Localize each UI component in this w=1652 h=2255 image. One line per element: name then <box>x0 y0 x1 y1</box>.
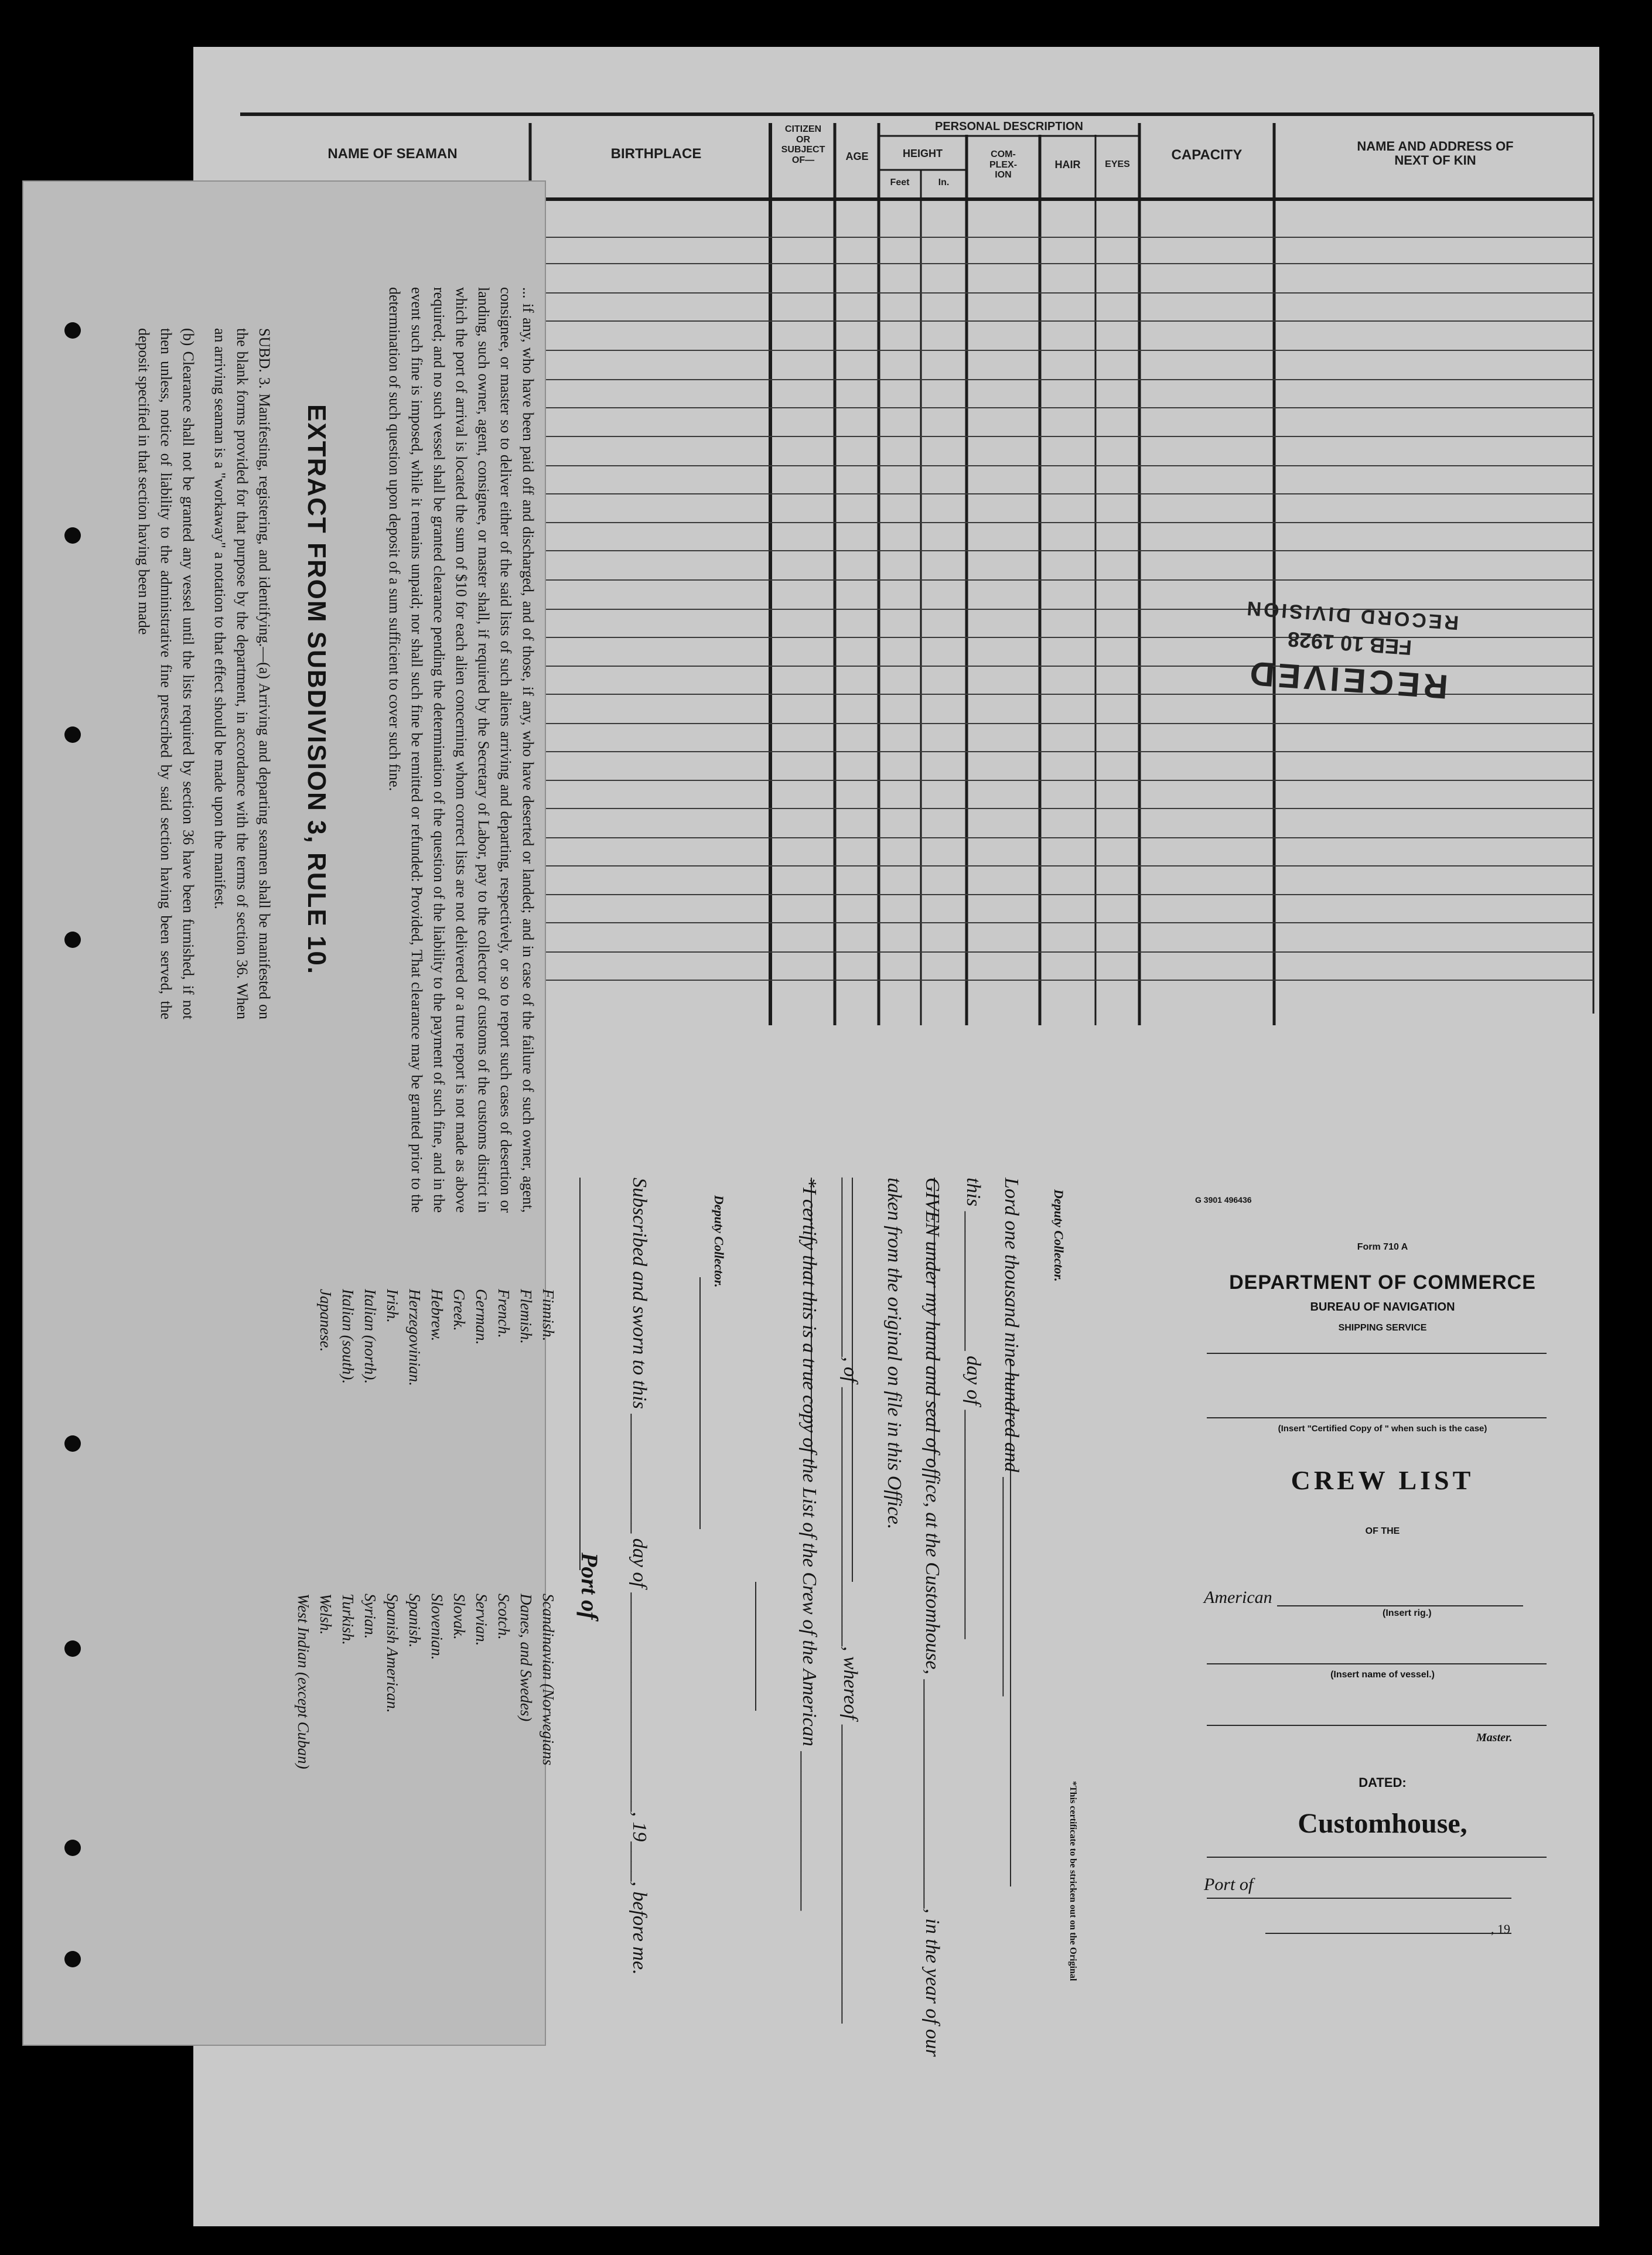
col-height-inches: In. <box>938 178 950 187</box>
customhouse-title: Customhouse, <box>1298 1808 1467 1839</box>
extract-rule-sheet <box>23 182 557 2045</box>
insert-rig-note: (Insert rig.) <box>1383 1608 1432 1618</box>
col-birthplace: BIRTHPLACE <box>610 146 702 162</box>
certificate-line-1: *I certify that this is a true copy of the List of the Crew of the American ________________ <box>798 1178 820 1911</box>
american-label: American <box>1204 1588 1272 1607</box>
punch-hole <box>64 1640 81 1657</box>
extract-paragraph-b: (b) Clearance shall not be granted any vessel until the lists required by section 36 have been furnished, if not then unless, notice of liability to the administrative fine prescribed by said section having been served, the deposit specified in that section having been made <box>135 328 197 1019</box>
punch-hole <box>64 932 81 948</box>
col-capacity: CAPACITY <box>1171 147 1243 163</box>
col-complexion: COM- PLEX- ION <box>989 149 1018 180</box>
nationality-list <box>295 1289 559 1875</box>
punch-hole <box>64 726 81 743</box>
dated-label: DATED: <box>1359 1775 1407 1790</box>
crew-list-title: CREW LIST <box>1291 1465 1474 1495</box>
insert-certified-note: (Insert "Certified Copy of " when such is the case) <box>1278 1424 1487 1434</box>
extract-paragraph-a: SUBD. 3. Manifesting, registering, and identifying.—(a) Arriving and departing seamen shall be manifested on the blank forms provided for that purpose by the department, in accordance with the terms of section 36. When an arriving seaman is a "workaway" a notation to that effect should be made upon the manifest. <box>211 328 273 1019</box>
of-the-label: OF THE <box>1365 1526 1400 1536</box>
subscribed-deputy-collector: Deputy Collector. <box>712 1195 726 1288</box>
col-citizen: CITIZEN OR SUBJECT OF— <box>781 124 825 165</box>
punch-hole <box>64 527 81 544</box>
certificate-line-4: GIVEN under my hand and seal of office, at the Customhouse, _______________________, in the year of our <box>921 1178 943 2057</box>
service-title: SHIPPING SERVICE <box>1338 1323 1427 1333</box>
col-hair: HAIR <box>1054 159 1081 170</box>
subscribed-sworn-line: Subscribed and sworn to this ____________ day of ______________________, 19____, before me. <box>629 1178 650 1975</box>
certificate-line-2: __________________, of __________________________, whereof ______________________________ <box>839 1178 861 2024</box>
master-label: Master. <box>1476 1731 1513 1744</box>
form-number: Form 710 A <box>1357 1242 1408 1252</box>
bureau-title: BUREAU OF NAVIGATION <box>1310 1301 1455 1314</box>
insert-vessel-note: (Insert name of vessel.) <box>1330 1670 1435 1680</box>
department-title: DEPARTMENT OF COMMERCE <box>1229 1271 1536 1294</box>
certificate-line-3: taken from the original on file in this Office. <box>883 1178 905 1530</box>
punch-hole <box>64 1951 81 1967</box>
col-height-feet: Feet <box>890 178 910 187</box>
col-personal-description: PERSONAL DESCRIPTION <box>935 120 1083 133</box>
col-age: AGE <box>845 151 869 162</box>
nationality-column-2: Scandinavian (Norwegians Danes, and Swedes) Scotch. Servian. Slovak. Slovenian. Spanish. Spanish American. Syrian. Turkish. Welsh. West Indian (except Cuban) <box>295 1594 557 1769</box>
subscribed-port-of: Port of <box>576 1553 603 1620</box>
print-code: G 3901 496436 <box>1195 1195 1252 1205</box>
extract-title: EXTRACT FROM SUBDIVISION 3, RULE 10. <box>302 404 331 975</box>
punch-hole <box>64 1840 81 1856</box>
punch-hole <box>64 322 81 339</box>
col-name-of-seaman: NAME OF SEAMAN <box>327 146 458 162</box>
cover-port-of-label: Port of <box>1204 1875 1254 1894</box>
received-stamp: RECEIVED FEB 10 1928 RECORD DIVISION <box>1244 596 1460 706</box>
certificate-deputy-collector: Deputy Collector. <box>1052 1189 1066 1282</box>
nationality-column-1: Finnish. Flemish. French. German. Greek. Hebrew. Herzegovinian. Irish. Italian (north). Italian (south). Japanese. <box>317 1289 557 1386</box>
vessel-rig-line[interactable] <box>1277 1605 1523 1606</box>
col-eyes: EYES <box>1105 159 1130 169</box>
certificate-footnote: *This certificate to be stricken out on the Original <box>1068 1781 1078 1981</box>
col-height: HEIGHT <box>902 148 943 159</box>
col-next-of-kin: NAME AND ADDRESS OF NEXT OF KIN <box>1357 139 1514 168</box>
certificate-line-5: this ______________ day of _______________________ <box>962 1178 984 1639</box>
extract-paragraph-c: ... if any, who have been paid off and discharged, and of those, if any, who have deserted or landed; and in case of the failure of such owner, agent, consignee, or master so to deliver either of the said lists of such aliens arriving and departing, respectively, or so to report such cases of desertion or landing, such owner, agent, consignee, or master shall, if required by the Secretary of Labor, pay to the collector of customs of the customs district in which the port of arrival is located the sum of $10 for each alien concerning whom correct lists are not delivered or a true report is not made as above required; and no such vessel shall be granted clearance pending the determination of the question of the liability to the payment of such fine, and in the event such fine is imposed, while it remains unpaid; nor shall such fine be remitted or refunded: Provided, That clearance may be granted prior to the determination of such question upon deposit of a sum sufficient to cover such fine. <box>386 287 537 1213</box>
certificate-line-6: Lord one thousand nine hundred and ______________________ <box>1001 1178 1022 1697</box>
punch-hole <box>64 1435 81 1452</box>
year-nineteen-label: , 19 <box>1491 1922 1510 1936</box>
